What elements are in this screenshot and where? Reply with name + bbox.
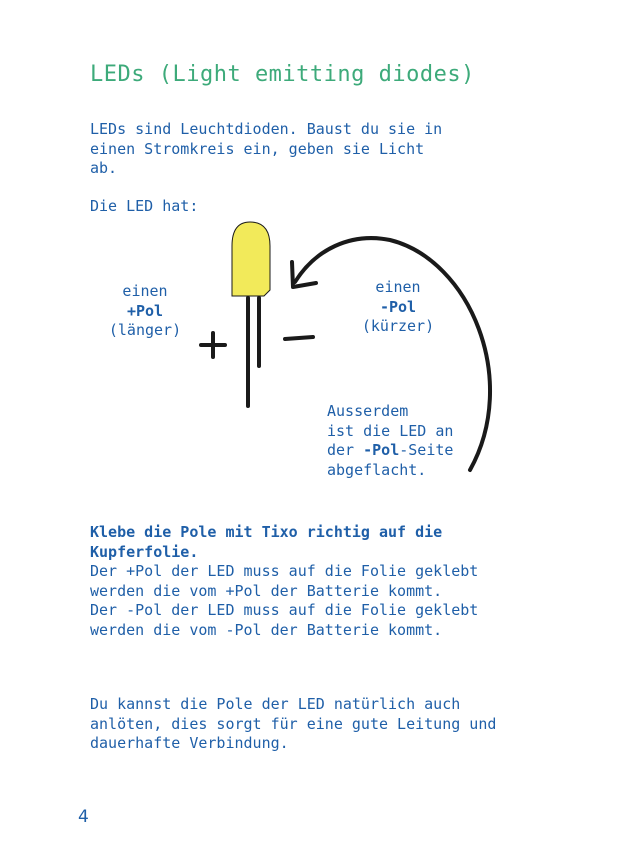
led-has-label: Die LED hat: [90, 197, 199, 215]
flat-note-line3-c: -Seite [399, 441, 454, 459]
plus-pole-label [100, 282, 190, 341]
minus-label-line2: -Pol [379, 297, 417, 316]
instructions-minus-text: Der -Pol der LED muss auf die Folie geklebt werden die vom -Pol der Batterie kommt. [90, 601, 479, 639]
led-body [232, 222, 270, 296]
intro-line-3: ab. [90, 159, 118, 177]
flat-note-line2: ist die LED an [327, 421, 454, 440]
plus-label-line2: +Pol [126, 301, 164, 320]
instructions-heading: Klebe die Pole mit Tixo richtig auf die Kupferfolie. [90, 523, 443, 561]
minus-symbol-icon [285, 337, 313, 339]
instructions-plus-text: Der +Pol der LED muss auf die Folie geklebt werden die vom +Pol der Batterie kommt. [90, 562, 479, 600]
flat-note-line4: abgeflacht. [327, 460, 427, 479]
flat-note-line3-a: der [327, 441, 364, 459]
plus-label-line1: einen [122, 282, 168, 300]
intro-line-1: LEDs sind Leuchtdioden. Baust du sie in [90, 120, 443, 138]
minus-label-line1: einen [375, 278, 421, 296]
flat-side-note [327, 402, 487, 480]
page-title: LEDs (Light emitting diodes) [90, 62, 475, 87]
page-number: 4 [78, 807, 89, 827]
flat-note-line3-b: -Pol [363, 441, 400, 459]
flat-note-line1: Ausserdem [327, 402, 409, 420]
flat-note-line3 [327, 441, 487, 461]
minus-pole-label [348, 278, 448, 337]
intro-line-2: einen Stromkreis ein, geben sie Licht [90, 139, 425, 158]
minus-label-line3: (kürzer) [361, 317, 435, 335]
plus-label-line3: (länger) [108, 321, 182, 339]
instructions-section [90, 523, 530, 640]
solder-note: Du kannst die Pole der LED natürlich auch anlöten, dies sorgt für eine gute Leitung und dauerhafte Verbindung. [90, 695, 497, 752]
